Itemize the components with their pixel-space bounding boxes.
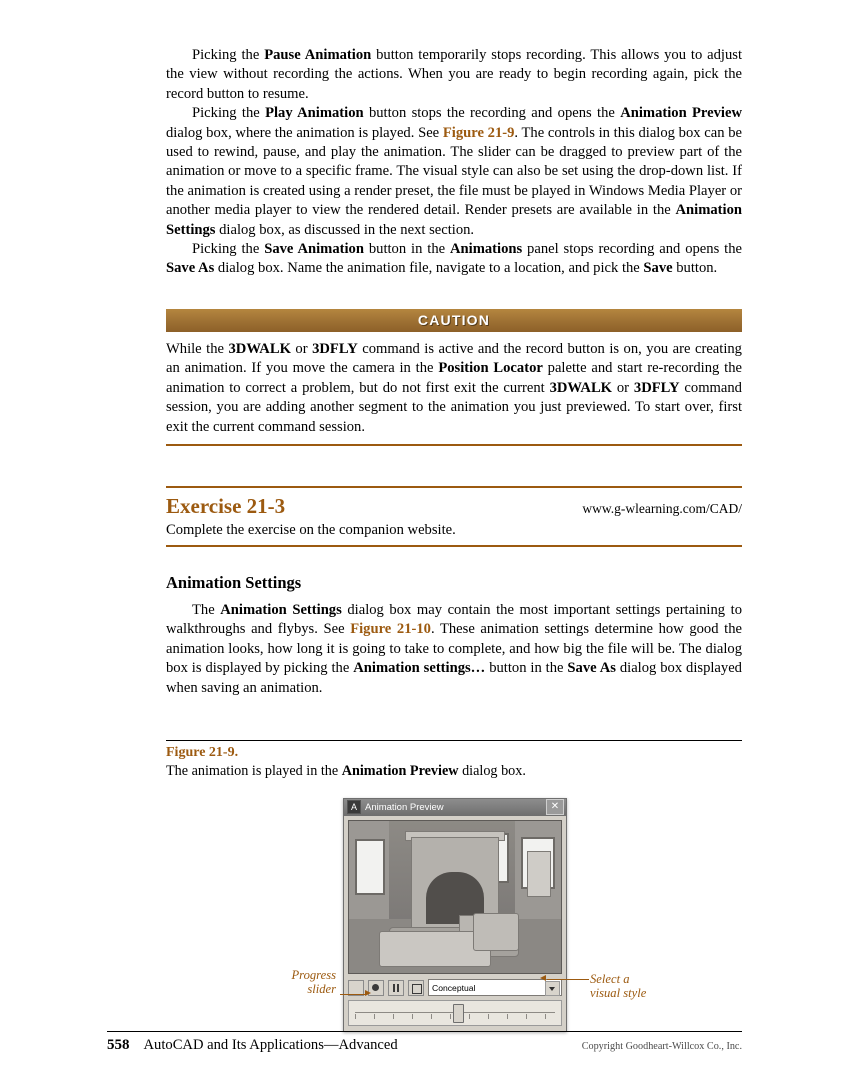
exercise-block: [166, 486, 742, 547]
footer-book-title: AutoCAD and Its Applications—Advanced: [143, 1037, 398, 1053]
para3-bold-save: Save: [643, 260, 673, 277]
caution-b3: Position Locator: [438, 360, 543, 377]
pause-button[interactable]: [388, 980, 404, 996]
paragraph-animation-settings: [166, 601, 742, 698]
caution-t4: palette and start re-recording the animation to correct a problem, but do not first exit the current: [166, 360, 742, 396]
exercise-url[interactable]: www.g-wlearning.com/CAD/: [582, 500, 742, 516]
visual-style-dropdown[interactable]: [428, 979, 562, 996]
caution-t3: command is active and the record button is on, you are creating an animation. If you move the camera in the: [166, 340, 742, 377]
sect-t5: dialog box displayed when saving an animation.: [166, 660, 742, 696]
para3-text-1: button in the: [363, 241, 450, 258]
autocad-app-icon: A: [347, 800, 361, 814]
caution-b2: 3DFLY: [312, 340, 358, 357]
para3-bold-save-as: Save As: [166, 260, 215, 277]
para3-text-2: panel stops recording and opens the: [522, 241, 742, 258]
footer-divider: [107, 1031, 742, 1032]
room-chair: [473, 913, 519, 951]
animation-viewport: [348, 820, 562, 974]
caution-t2: or: [290, 340, 313, 357]
callout-progress-line1: Progress: [291, 967, 336, 982]
caution-t1: While the: [166, 340, 229, 357]
section-heading-animation-settings: Animation Settings: [166, 572, 302, 592]
caution-heading: CAUTION: [166, 309, 742, 332]
caution-b4: 3DWALK: [549, 379, 613, 396]
animation-preview-dialog: [343, 798, 567, 1032]
para2-bold-preview: Animation Preview: [620, 105, 742, 122]
callout-visual-arrow: [540, 975, 546, 981]
chevron-down-icon[interactable]: [545, 981, 560, 996]
save-button[interactable]: [408, 980, 424, 996]
para2-text-4: dialog box, as discussed in the next section.: [215, 221, 475, 238]
caution-text: [166, 332, 742, 437]
caution-divider: [166, 444, 742, 446]
sect-t4: button in the: [485, 660, 568, 677]
callout-progress-line2: slider: [307, 982, 336, 997]
para2-bold-play: Play Animation: [265, 105, 364, 122]
sect-b1: Animation Settings: [220, 601, 342, 618]
callout-visual-leader: [547, 979, 589, 980]
para3-text-3: dialog box. Name the animation file, navigate to a location, and pick the: [214, 260, 644, 277]
fig-cap-t1: The animation is played in the: [166, 762, 342, 779]
sect-t1: The: [192, 601, 221, 618]
figure-block: [166, 740, 742, 1040]
slider-thumb[interactable]: [453, 1004, 464, 1023]
para2-text-1: button stops the recording and opens the: [363, 105, 621, 122]
para2-text-3: . The controls in this dialog box can be used to rewind, pause, and play the animation. The slider can be dragged to preview part of the animation or move to a specific frame. The visual style can also be set using the drop-down list. If the animation is created using a render preset, the file must be played in Windows Media Player or another media player to view the rendered detail. Render presets are available in the: [166, 124, 742, 219]
callout-progress-arrow: [365, 990, 371, 996]
paragraph-play-animation: [166, 104, 742, 240]
para3-bold-animations: Animations: [450, 241, 523, 258]
para1-text-pre: Picking the: [192, 47, 265, 63]
figure-caption: [166, 762, 742, 780]
para3-text-pre: Picking the: [192, 241, 265, 258]
sect-t3: . These animation settings determine how good the animation looks, how long it is going to take to complete, and how big the file will be. The dialog box is displayed by picking the: [166, 621, 742, 677]
paragraph-save-animation: [166, 240, 742, 279]
para3-bold-save-animation: Save Animation: [264, 241, 364, 258]
sect-b3: Save As: [567, 660, 616, 677]
para1-bold-pause: Pause Animation: [264, 47, 372, 63]
sect-t2: dialog box may contain the most important settings pertaining to walkthroughs and flybys. See: [166, 601, 743, 638]
figure-reference-21-9[interactable]: Figure 21-9: [442, 124, 515, 141]
caution-t5: or: [612, 379, 634, 396]
exercise-subtitle: Complete the exercise on the companion website.: [166, 521, 456, 538]
exercise-top-divider: [166, 486, 742, 488]
fig-cap-t2: dialog box.: [458, 762, 526, 779]
exercise-bottom-divider: [166, 545, 742, 547]
room-lamp: [527, 851, 551, 897]
caution-b1: 3DWALK: [228, 340, 291, 357]
callout-progress-slider: [226, 968, 336, 997]
figure-image-area: [166, 798, 742, 1040]
para2-text-pre: Picking the: [192, 105, 266, 122]
callout-visual-style: [590, 972, 710, 1001]
footer-copyright: Copyright Goodheart-Willcox Co., Inc.: [581, 1041, 742, 1052]
dialog-title-text: Animation Preview: [365, 801, 444, 813]
para1-text-mid: button temporarily stops recording. This allows you to adjust the view without recording the actions. When you are ready to begin recording again, pick the record button to resume.: [166, 47, 742, 102]
progress-slider[interactable]: [348, 1000, 562, 1026]
figure-reference-21-10[interactable]: Figure 21-10: [350, 621, 431, 638]
para3-text-4: button.: [672, 260, 718, 277]
room-window-left: [355, 839, 385, 895]
fig-cap-b1: Animation Preview: [341, 762, 459, 779]
visual-style-value: Conceptual: [432, 982, 476, 993]
page-number: 558: [107, 1037, 130, 1053]
caution-box: [166, 309, 742, 446]
callout-visual-line2: visual style: [590, 986, 647, 1001]
callout-visual-line1: Select a: [590, 971, 630, 986]
caution-t6: command session, you are adding another segment to the animation you just previewed. To start over, first exit the current command session.: [166, 379, 742, 435]
para2-bold-settings: Animation Settings: [166, 202, 742, 238]
sect-b2: Animation settings…: [353, 660, 486, 677]
page-content: [166, 46, 742, 1040]
playback-controls: [348, 978, 562, 998]
dialog-titlebar[interactable]: [344, 799, 566, 816]
caution-b5: 3DFLY: [633, 379, 680, 396]
exercise-header-row: [166, 494, 742, 519]
exercise-title: Exercise 21-3: [166, 493, 286, 518]
page-footer: [107, 1037, 742, 1054]
close-icon[interactable]: ✕: [546, 799, 564, 815]
para2-text-2: dialog box, where the animation is played. See: [166, 124, 443, 141]
paragraph-pause-animation: [166, 46, 742, 104]
figure-number: Figure 21-9.: [166, 744, 239, 760]
callout-progress-leader: [340, 994, 366, 995]
figure-divider: [166, 740, 742, 741]
